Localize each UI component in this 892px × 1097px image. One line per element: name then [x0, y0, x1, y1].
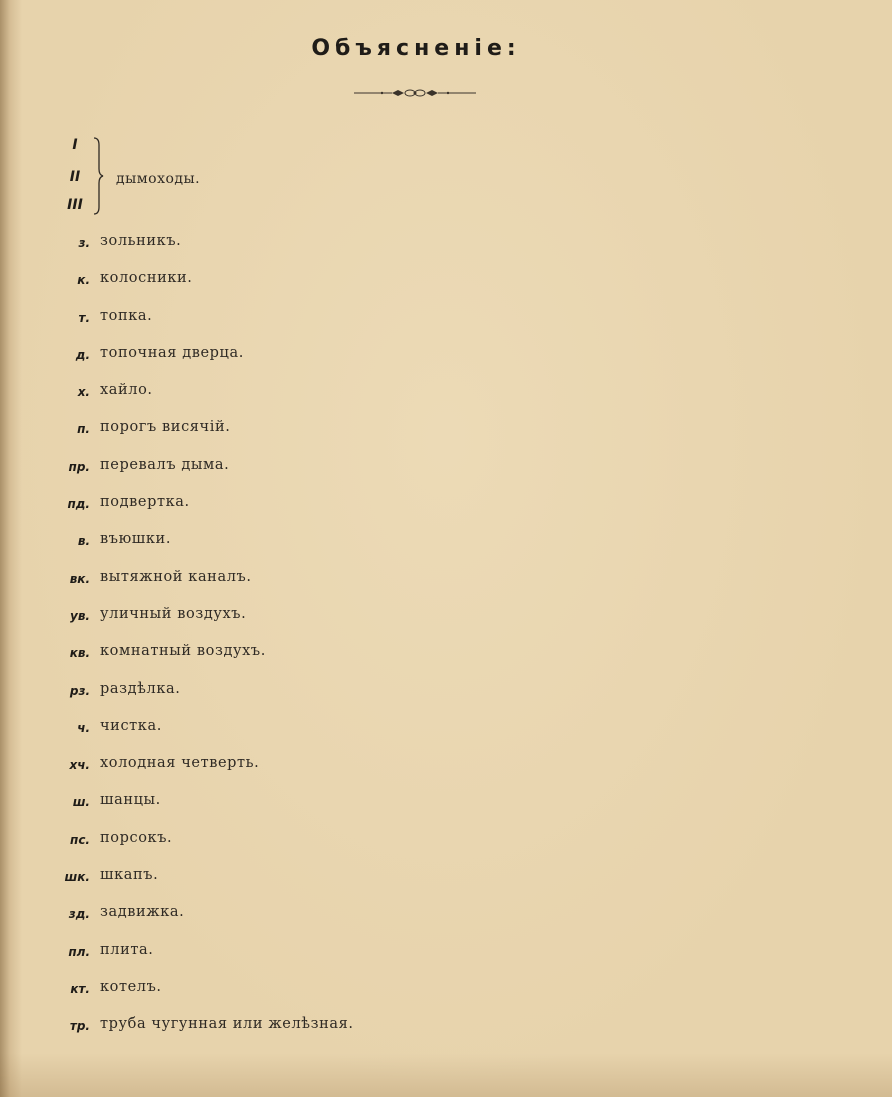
legend-item: [62, 755, 662, 792]
legend-desc: топочная дверца.: [100, 344, 244, 361]
legend-item: [62, 457, 662, 494]
legend-item: [62, 904, 662, 941]
legend-abbr: ч.: [77, 720, 90, 735]
legend-item: [62, 942, 662, 979]
legend-abbr: в.: [77, 534, 90, 549]
legend-desc: вытяжной каналъ.: [100, 568, 252, 585]
legend-desc: холодная четверть.: [100, 755, 260, 772]
legend-abbr: вк.: [69, 571, 90, 586]
legend-abbr: пд.: [67, 497, 90, 512]
legend-item: [62, 382, 662, 419]
chimney-bracket-group: [60, 135, 360, 225]
legend-abbr: кв.: [69, 646, 90, 661]
legend-abbr: ув.: [70, 608, 90, 623]
legend-list: [62, 233, 662, 1054]
legend-desc: шкапъ.: [100, 867, 159, 884]
legend-desc: перевалъ дыма.: [100, 456, 230, 473]
legend-abbr: пс.: [70, 832, 90, 847]
legend-item: [62, 606, 662, 643]
legend-desc: уличный воздухъ.: [100, 605, 247, 622]
legend-desc: порсокъ.: [100, 829, 173, 846]
legend-desc: порогъ висячій.: [100, 419, 231, 436]
legend-desc: подвертка.: [100, 494, 190, 511]
legend-item: [62, 867, 662, 904]
legend-item: [62, 233, 662, 270]
legend-abbr: з.: [78, 236, 90, 250]
numeral-two: II: [69, 169, 81, 185]
legend-desc: въюшки.: [100, 531, 172, 548]
ornament-divider-icon: [352, 86, 478, 100]
legend-abbr: тр.: [69, 1019, 90, 1034]
legend-abbr: к.: [77, 273, 90, 288]
legend-abbr: пл.: [68, 944, 90, 959]
legend-item: [62, 830, 662, 867]
legend-desc: шанцы.: [100, 792, 161, 809]
legend-desc: труба чугунная или желѣзная.: [100, 1016, 354, 1033]
legend-desc: комнатный воздухъ.: [100, 643, 266, 660]
legend-abbr: шк.: [64, 870, 90, 885]
legend-desc: хайло.: [100, 382, 153, 399]
right-brace-icon: [92, 137, 104, 215]
legend-item: [62, 718, 662, 755]
legend-abbr: хч.: [69, 758, 90, 773]
legend-abbr: рз.: [69, 683, 90, 698]
legend-desc: колосники.: [100, 270, 193, 287]
legend-abbr: х.: [77, 385, 90, 400]
legend-abbr: д.: [75, 347, 90, 362]
legend-item: [62, 494, 662, 531]
legend-abbr: пр.: [68, 459, 90, 474]
legend-desc: котелъ.: [100, 978, 162, 995]
legend-item: [62, 308, 662, 345]
legend-desc: топка.: [100, 307, 153, 324]
legend-item: [62, 531, 662, 568]
legend-item: [62, 643, 662, 680]
legend-abbr: ш.: [72, 795, 90, 810]
legend-item: [62, 979, 662, 1016]
numeral-three: III: [67, 197, 83, 213]
chimneys-label: дымоходы.: [116, 171, 201, 187]
legend-item: [62, 681, 662, 718]
legend-item: [62, 345, 662, 382]
legend-abbr: зд.: [68, 907, 90, 922]
legend-item: [62, 792, 662, 829]
legend-desc: раздѣлка.: [100, 680, 181, 697]
legend-item: [62, 569, 662, 606]
legend-abbr: кт.: [70, 981, 90, 996]
legend-item: [62, 419, 662, 456]
page-title: Объясненіе:: [311, 36, 521, 61]
legend-abbr: п.: [77, 422, 90, 437]
legend-desc: зольникъ.: [100, 233, 182, 249]
legend-desc: чистка.: [100, 717, 162, 734]
legend-desc: плита.: [100, 941, 154, 958]
legend-item: [62, 270, 662, 307]
legend-item: [62, 1016, 662, 1053]
numeral-one: I: [72, 137, 78, 153]
legend-desc: задвижка.: [100, 904, 185, 921]
legend-abbr: т.: [78, 310, 90, 325]
